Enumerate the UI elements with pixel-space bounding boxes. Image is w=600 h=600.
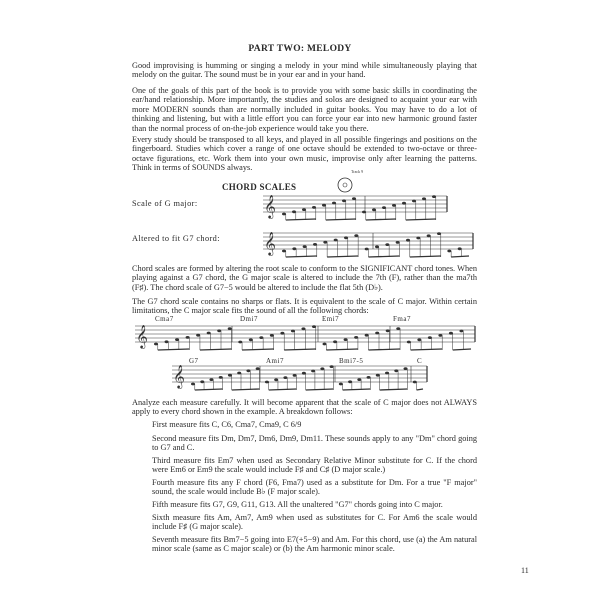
note bbox=[382, 206, 386, 209]
paragraph: Analyze each measure carefully. It will become apparent that the scale of C major does not ALWAYS apply to every chord shown in the example. A breakdown follows: bbox=[132, 398, 477, 417]
chord-label: Cma7 bbox=[155, 315, 174, 323]
music-staff bbox=[172, 365, 427, 390]
note bbox=[344, 236, 348, 239]
note bbox=[428, 336, 432, 339]
note bbox=[413, 381, 417, 384]
note bbox=[274, 378, 278, 381]
note bbox=[175, 338, 179, 341]
note bbox=[256, 367, 260, 370]
note bbox=[320, 367, 324, 370]
note bbox=[219, 376, 223, 379]
note bbox=[449, 332, 453, 335]
note bbox=[265, 381, 269, 384]
section-heading: CHORD SCALES bbox=[222, 182, 297, 192]
chord-label: Ami7 bbox=[266, 357, 284, 365]
note bbox=[259, 336, 263, 339]
note bbox=[154, 343, 158, 346]
note bbox=[376, 374, 380, 377]
note bbox=[333, 340, 337, 343]
note bbox=[438, 334, 442, 337]
track-label: Track 9 bbox=[351, 169, 364, 174]
note bbox=[352, 197, 356, 200]
page-title: PART TWO: MELODY bbox=[248, 44, 352, 54]
note bbox=[311, 370, 315, 373]
note bbox=[323, 343, 327, 346]
chord-label: G7 bbox=[189, 357, 199, 365]
note bbox=[375, 245, 379, 248]
music-staff bbox=[263, 232, 473, 257]
breakdown-item: Second measure fits Dm, Dm7, Dm6, Dm9, Dm11. These sounds apply to any "Dm" chord going to G7 and C. bbox=[152, 434, 477, 453]
note bbox=[404, 367, 408, 370]
treble-clef-icon: 𝄞 bbox=[264, 233, 276, 255]
note bbox=[217, 329, 221, 332]
note bbox=[385, 372, 389, 375]
note bbox=[402, 202, 406, 205]
music-staff bbox=[135, 325, 475, 350]
note bbox=[392, 204, 396, 207]
note bbox=[342, 199, 346, 202]
breakdown-item: Sixth measure fits Am, Am7, Am9 when used as substitutes for C. For Am6 the scale would include F♯ (G major scale). bbox=[152, 513, 477, 532]
chord-label: C bbox=[417, 357, 423, 365]
note bbox=[427, 234, 431, 237]
note bbox=[417, 338, 421, 341]
breakdown-item: Fifth measure fits G7, G9, G11, G13. All the unaltered "G7" chords going into C major. bbox=[152, 500, 443, 509]
cd-track-icon bbox=[338, 169, 363, 192]
note bbox=[394, 369, 398, 372]
note bbox=[312, 206, 316, 209]
note bbox=[372, 208, 376, 211]
note bbox=[365, 248, 369, 251]
chord-label: Dmi7 bbox=[240, 315, 258, 323]
paragraph: The G7 chord scale contains no sharps or flats. It is equivalent to the scale of C major. Within certain limitations, the C major scale fits the sound of all the following chords: bbox=[132, 297, 477, 316]
note bbox=[407, 341, 411, 344]
note bbox=[293, 374, 297, 377]
note bbox=[301, 327, 305, 330]
note bbox=[303, 245, 307, 248]
example-label: Scale of G major: bbox=[132, 199, 198, 208]
breakdown-item: Seventh measure fits Bm7−5 going into E7(+5−9) and Am. For this chord, use (a) the Am natural minor scale (same as C major scale) or (b) the Am harmonic minor scale. bbox=[152, 535, 477, 554]
note bbox=[191, 383, 195, 386]
note bbox=[282, 250, 286, 253]
chord-label: Bmi7-5 bbox=[339, 357, 364, 365]
music-staff bbox=[263, 195, 447, 220]
note bbox=[323, 241, 327, 244]
note bbox=[354, 234, 358, 237]
note bbox=[186, 336, 190, 339]
note bbox=[354, 336, 358, 339]
note bbox=[406, 239, 410, 242]
note bbox=[357, 378, 361, 381]
note bbox=[459, 330, 463, 333]
note bbox=[209, 378, 213, 381]
note bbox=[270, 334, 274, 337]
note bbox=[432, 195, 436, 198]
note bbox=[313, 243, 317, 246]
note bbox=[246, 369, 250, 372]
example-label: Altered to fit G7 chord: bbox=[132, 234, 220, 243]
note bbox=[291, 330, 295, 333]
note bbox=[207, 332, 211, 335]
note bbox=[283, 376, 287, 379]
note bbox=[447, 250, 451, 253]
note bbox=[362, 211, 366, 214]
note bbox=[312, 325, 316, 328]
breakdown-item: First measure fits C, C6, Cma7, Cma9, C 6/9 bbox=[152, 420, 302, 429]
note bbox=[386, 329, 390, 332]
note bbox=[396, 327, 400, 330]
note bbox=[330, 365, 334, 368]
note bbox=[237, 372, 241, 375]
breakdown-item: Third measure fits Em7 when used as Secondary Relative Minor substitute for C. If the chord were Em6 or Em9 the scale would include F♯ and C♯ (D major scale.) bbox=[152, 456, 477, 475]
chord-label: Fma7 bbox=[393, 315, 411, 323]
note bbox=[344, 338, 348, 341]
chord-label: Emi7 bbox=[322, 315, 340, 323]
note bbox=[228, 374, 232, 377]
note bbox=[322, 204, 326, 207]
note bbox=[282, 213, 286, 216]
note bbox=[165, 340, 169, 343]
note bbox=[412, 200, 416, 203]
note bbox=[302, 372, 306, 375]
note bbox=[280, 332, 284, 335]
note bbox=[292, 247, 296, 250]
note bbox=[416, 237, 420, 240]
note bbox=[302, 208, 306, 211]
note bbox=[458, 247, 462, 250]
paragraph: Every study should be transposed to all keys, and played in all possible fingerings and positions on the fingerboard. Studies which cover a range of one octave should be extended to two-octave or three-octave figurations, etc. Work them into your own music, improvise only after learning the patterns. Think in terms of SOUNDS always. bbox=[132, 135, 477, 173]
treble-clef-icon: 𝄞 bbox=[136, 326, 148, 348]
note bbox=[228, 327, 232, 330]
treble-clef-icon: 𝄞 bbox=[173, 366, 185, 388]
paragraph: Good improvising is humming or singing a melody in your mind while simultaneously playing that melody on the guitar. The sound must be in your ear and in your hand. bbox=[132, 61, 477, 80]
note bbox=[339, 383, 343, 386]
note bbox=[385, 243, 389, 246]
note bbox=[375, 332, 379, 335]
note bbox=[422, 197, 426, 200]
note bbox=[437, 232, 441, 235]
breakdown-item: Fourth measure fits any F chord (F6, Fma7) used as a substitute for Dm. For a true "F major" sound, the scale would include B♭ (F major scale). bbox=[152, 478, 477, 497]
note bbox=[238, 341, 242, 344]
note bbox=[292, 210, 296, 213]
note bbox=[332, 202, 336, 205]
note bbox=[396, 241, 400, 244]
note bbox=[334, 239, 338, 242]
page-number: 11 bbox=[521, 566, 529, 575]
treble-clef-icon: 𝄞 bbox=[264, 196, 276, 218]
paragraph: One of the goals of this part of the book is to provide you with some basic skills in coordinating the ear/hand relationship. More importantly, the studies and solos are designed to acquaint your ear with more MODERN sounds than are normally included in guitar books. You may have to do a lot of thinking and listening, but with a little effort you can force your ear into new harmonic ground faster than the normal process of on-the-job experience would take you there. bbox=[132, 86, 477, 133]
note bbox=[365, 334, 369, 337]
note bbox=[367, 376, 371, 379]
note bbox=[196, 334, 200, 337]
note bbox=[200, 380, 204, 383]
paragraph: Chord scales are formed by altering the root scale to conform to the SIGNIFICANT chord tones. When playing against a G7 chord, the G major scale is altered to include the 7th (F), rather than the ma7th (F♯). The chord scale of G7−5 would be altered to include the flat 5th (D♭). bbox=[132, 264, 477, 292]
note bbox=[348, 380, 352, 383]
note bbox=[249, 338, 253, 341]
